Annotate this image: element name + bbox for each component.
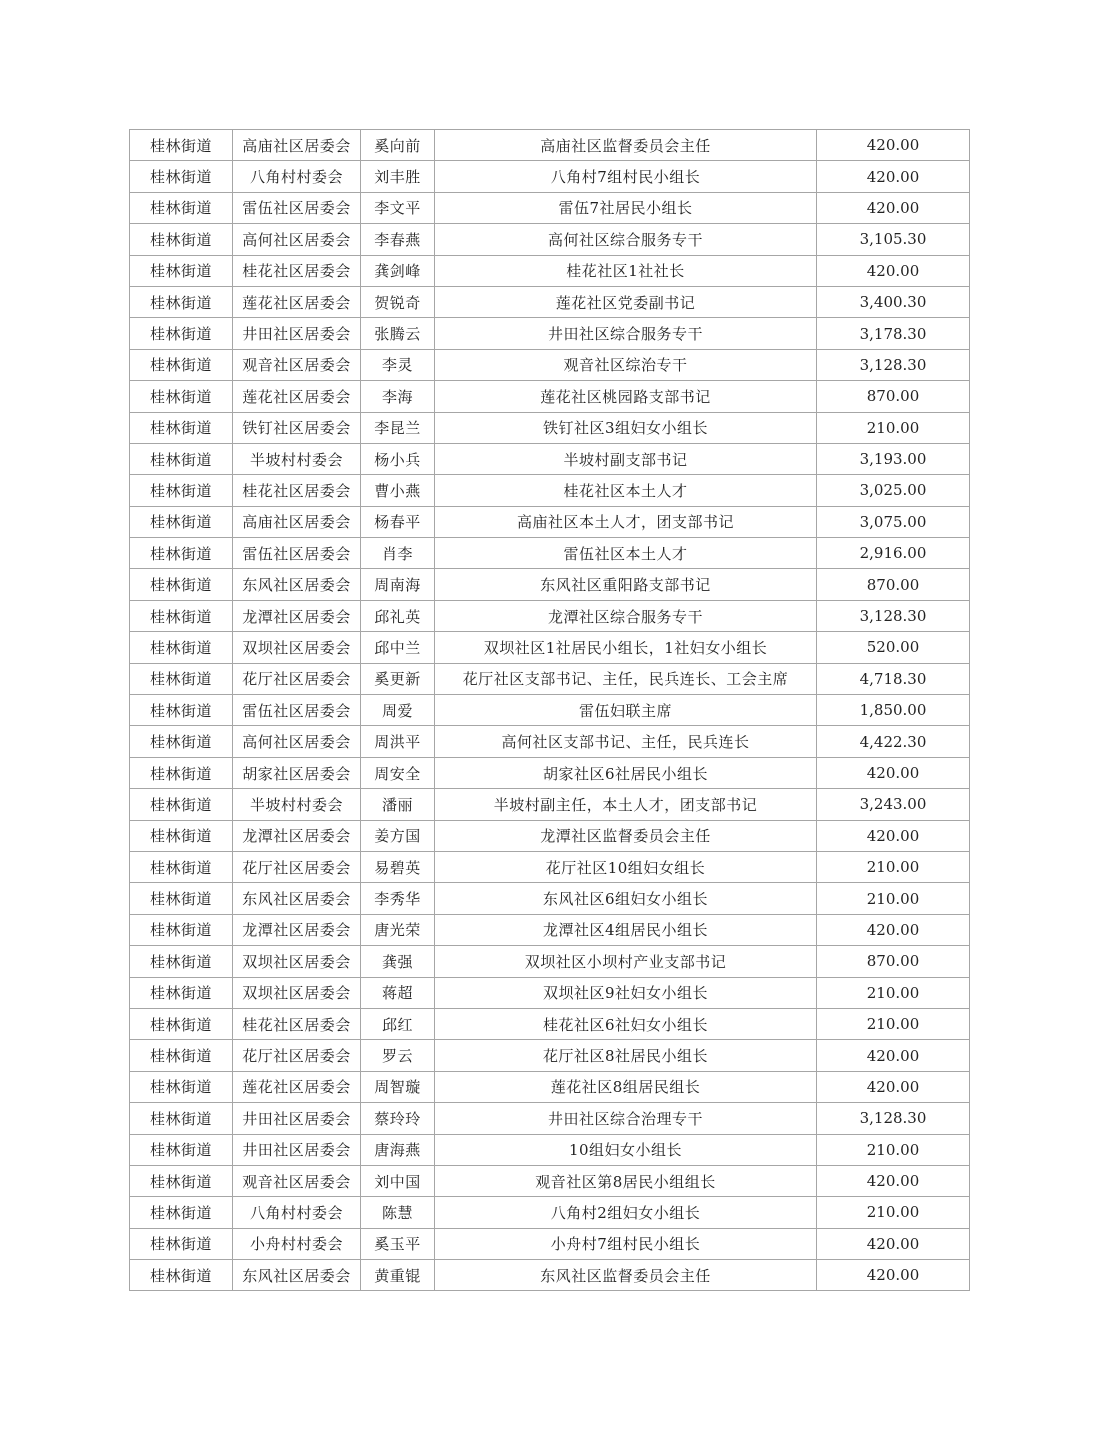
cell-committee: 井田社区居委会 (233, 318, 361, 349)
cell-committee: 高何社区居委会 (233, 726, 361, 757)
cell-name: 奚更新 (361, 663, 435, 694)
table-body (130, 130, 970, 1291)
cell-name: 奚向前 (361, 130, 435, 161)
cell-amount: 3,075.00 (817, 506, 970, 537)
cell-amount: 3,128.30 (817, 349, 970, 380)
cell-street: 桂林街道 (130, 946, 233, 977)
cell-name: 周安全 (361, 757, 435, 788)
cell-name: 奚玉平 (361, 1228, 435, 1259)
cell-position: 莲花社区8组居民组长 (435, 1071, 817, 1102)
cell-name: 罗云 (361, 1040, 435, 1071)
cell-amount: 870.00 (817, 946, 970, 977)
table-row (130, 443, 970, 474)
cell-position: 东风社区重阳路支部书记 (435, 569, 817, 600)
table-row (130, 1228, 970, 1259)
cell-position: 雷伍妇联主席 (435, 695, 817, 726)
cell-amount: 420.00 (817, 192, 970, 223)
cell-position: 龙潭社区综合服务专干 (435, 600, 817, 631)
cell-name: 肖李 (361, 538, 435, 569)
cell-amount: 420.00 (817, 1165, 970, 1196)
table-row (130, 538, 970, 569)
cell-street: 桂林街道 (130, 569, 233, 600)
cell-position: 半坡村副支部书记 (435, 443, 817, 474)
cell-committee: 高何社区居委会 (233, 224, 361, 255)
cell-committee: 龙潭社区居委会 (233, 600, 361, 631)
cell-amount: 420.00 (817, 1260, 970, 1291)
cell-street: 桂林街道 (130, 443, 233, 474)
cell-position: 桂花社区1社社长 (435, 255, 817, 286)
table-row (130, 632, 970, 663)
cell-position: 井田社区综合治理专干 (435, 1103, 817, 1134)
cell-amount: 3,128.30 (817, 1103, 970, 1134)
cell-committee: 花厅社区居委会 (233, 1040, 361, 1071)
cell-committee: 雷伍社区居委会 (233, 695, 361, 726)
table-row (130, 349, 970, 380)
cell-street: 桂林街道 (130, 1103, 233, 1134)
cell-position: 花厅社区8社居民小组长 (435, 1040, 817, 1071)
table-row (130, 1197, 970, 1228)
cell-committee: 东风社区居委会 (233, 569, 361, 600)
cell-committee: 八角村村委会 (233, 161, 361, 192)
cell-amount: 420.00 (817, 820, 970, 851)
cell-name: 蒋超 (361, 977, 435, 1008)
cell-committee: 龙潭社区居委会 (233, 914, 361, 945)
cell-amount: 210.00 (817, 851, 970, 882)
cell-position: 东风社区6组妇女小组长 (435, 883, 817, 914)
cell-name: 刘中国 (361, 1165, 435, 1196)
cell-committee: 胡家社区居委会 (233, 757, 361, 788)
table-row (130, 475, 970, 506)
cell-committee: 观音社区居委会 (233, 1165, 361, 1196)
cell-street: 桂林街道 (130, 1008, 233, 1039)
cell-amount: 3,178.30 (817, 318, 970, 349)
table-row (130, 569, 970, 600)
table-row (130, 946, 970, 977)
cell-amount: 420.00 (817, 255, 970, 286)
cell-street: 桂林街道 (130, 1228, 233, 1259)
cell-committee: 双坝社区居委会 (233, 946, 361, 977)
cell-amount: 1,850.00 (817, 695, 970, 726)
cell-street: 桂林街道 (130, 381, 233, 412)
table-row (130, 286, 970, 317)
cell-name: 唐光荣 (361, 914, 435, 945)
cell-position: 观音社区第8居民小组组长 (435, 1165, 817, 1196)
cell-committee: 桂花社区居委会 (233, 255, 361, 286)
cell-position: 胡家社区6社居民小组长 (435, 757, 817, 788)
cell-position: 半坡村副主任，本土人才，团支部书记 (435, 789, 817, 820)
cell-name: 龚剑峰 (361, 255, 435, 286)
cell-name: 邱红 (361, 1008, 435, 1039)
cell-position: 双坝社区9社妇女小组长 (435, 977, 817, 1008)
cell-name: 周洪平 (361, 726, 435, 757)
cell-street: 桂林街道 (130, 632, 233, 663)
cell-street: 桂林街道 (130, 789, 233, 820)
cell-committee: 井田社区居委会 (233, 1134, 361, 1165)
cell-street: 桂林街道 (130, 318, 233, 349)
cell-amount: 210.00 (817, 412, 970, 443)
cell-name: 李昆兰 (361, 412, 435, 443)
cell-position: 双坝社区小坝村产业支部书记 (435, 946, 817, 977)
table-row (130, 1260, 970, 1291)
cell-committee: 花厅社区居委会 (233, 663, 361, 694)
cell-amount: 3,105.30 (817, 224, 970, 255)
cell-committee: 高庙社区居委会 (233, 506, 361, 537)
cell-position: 八角村2组妇女小组长 (435, 1197, 817, 1228)
cell-street: 桂林街道 (130, 1040, 233, 1071)
cell-position: 桂花社区本土人才 (435, 475, 817, 506)
cell-name: 周爱 (361, 695, 435, 726)
cell-name: 杨小兵 (361, 443, 435, 474)
cell-name: 蔡玲玲 (361, 1103, 435, 1134)
table-row (130, 726, 970, 757)
cell-position: 花厅社区10组妇女组长 (435, 851, 817, 882)
cell-name: 贺锐奇 (361, 286, 435, 317)
cell-committee: 雷伍社区居委会 (233, 192, 361, 223)
cell-committee: 井田社区居委会 (233, 1103, 361, 1134)
cell-street: 桂林街道 (130, 726, 233, 757)
cell-committee: 双坝社区居委会 (233, 977, 361, 1008)
cell-position: 铁钉社区3组妇女小组长 (435, 412, 817, 443)
cell-name: 陈慧 (361, 1197, 435, 1228)
cell-amount: 4,422.30 (817, 726, 970, 757)
cell-street: 桂林街道 (130, 286, 233, 317)
subsidy-table (129, 129, 970, 1291)
cell-street: 桂林街道 (130, 1134, 233, 1165)
cell-name: 刘丰胜 (361, 161, 435, 192)
cell-position: 雷伍7社居民小组长 (435, 192, 817, 223)
cell-name: 李灵 (361, 349, 435, 380)
cell-position: 龙潭社区监督委员会主任 (435, 820, 817, 851)
table-row (130, 1071, 970, 1102)
table-row (130, 789, 970, 820)
table-row (130, 851, 970, 882)
cell-street: 桂林街道 (130, 977, 233, 1008)
cell-name: 杨春平 (361, 506, 435, 537)
cell-committee: 八角村村委会 (233, 1197, 361, 1228)
cell-street: 桂林街道 (130, 1071, 233, 1102)
table-row (130, 757, 970, 788)
cell-name: 曹小燕 (361, 475, 435, 506)
table-row (130, 600, 970, 631)
cell-committee: 观音社区居委会 (233, 349, 361, 380)
cell-street: 桂林街道 (130, 506, 233, 537)
cell-name: 姜方国 (361, 820, 435, 851)
cell-name: 李秀华 (361, 883, 435, 914)
cell-street: 桂林街道 (130, 1197, 233, 1228)
cell-street: 桂林街道 (130, 538, 233, 569)
cell-position: 莲花社区桃园路支部书记 (435, 381, 817, 412)
cell-street: 桂林街道 (130, 851, 233, 882)
cell-committee: 铁钉社区居委会 (233, 412, 361, 443)
cell-position: 高何社区综合服务专干 (435, 224, 817, 255)
cell-committee: 莲花社区居委会 (233, 286, 361, 317)
table-row (130, 1134, 970, 1165)
cell-name: 李海 (361, 381, 435, 412)
cell-committee: 半坡村村委会 (233, 443, 361, 474)
cell-position: 雷伍社区本土人才 (435, 538, 817, 569)
table-row (130, 224, 970, 255)
cell-position: 花厅社区支部书记、主任，民兵连长、工会主席 (435, 663, 817, 694)
cell-name: 邱中兰 (361, 632, 435, 663)
cell-position: 井田社区综合服务专干 (435, 318, 817, 349)
cell-position: 双坝社区1社居民小组长，1社妇女小组长 (435, 632, 817, 663)
cell-amount: 420.00 (817, 1040, 970, 1071)
cell-amount: 3,243.00 (817, 789, 970, 820)
cell-street: 桂林街道 (130, 883, 233, 914)
cell-name: 周南海 (361, 569, 435, 600)
cell-amount: 3,025.00 (817, 475, 970, 506)
cell-amount: 210.00 (817, 1197, 970, 1228)
cell-street: 桂林街道 (130, 600, 233, 631)
cell-position: 八角村7组村民小组长 (435, 161, 817, 192)
cell-committee: 龙潭社区居委会 (233, 820, 361, 851)
cell-street: 桂林街道 (130, 663, 233, 694)
cell-committee: 东风社区居委会 (233, 883, 361, 914)
table-row (130, 1040, 970, 1071)
cell-position: 10组妇女小组长 (435, 1134, 817, 1165)
cell-amount: 420.00 (817, 161, 970, 192)
cell-name: 唐海燕 (361, 1134, 435, 1165)
cell-street: 桂林街道 (130, 161, 233, 192)
cell-street: 桂林街道 (130, 820, 233, 851)
cell-name: 周智璇 (361, 1071, 435, 1102)
cell-amount: 420.00 (817, 130, 970, 161)
cell-street: 桂林街道 (130, 255, 233, 286)
cell-position: 高何社区支部书记、主任，民兵连长 (435, 726, 817, 757)
table-row (130, 1103, 970, 1134)
table-row (130, 130, 970, 161)
cell-position: 观音社区综治专干 (435, 349, 817, 380)
cell-committee: 花厅社区居委会 (233, 851, 361, 882)
cell-amount: 2,916.00 (817, 538, 970, 569)
table-row (130, 914, 970, 945)
table-row (130, 1165, 970, 1196)
cell-street: 桂林街道 (130, 349, 233, 380)
table-row (130, 820, 970, 851)
cell-amount: 210.00 (817, 1134, 970, 1165)
cell-amount: 420.00 (817, 1071, 970, 1102)
cell-name: 潘丽 (361, 789, 435, 820)
cell-committee: 莲花社区居委会 (233, 381, 361, 412)
cell-street: 桂林街道 (130, 757, 233, 788)
cell-street: 桂林街道 (130, 695, 233, 726)
cell-amount: 520.00 (817, 632, 970, 663)
cell-amount: 420.00 (817, 757, 970, 788)
cell-amount: 210.00 (817, 977, 970, 1008)
cell-committee: 雷伍社区居委会 (233, 538, 361, 569)
cell-amount: 210.00 (817, 883, 970, 914)
cell-name: 李文平 (361, 192, 435, 223)
cell-street: 桂林街道 (130, 914, 233, 945)
cell-name: 龚强 (361, 946, 435, 977)
cell-amount: 3,128.30 (817, 600, 970, 631)
cell-position: 东风社区监督委员会主任 (435, 1260, 817, 1291)
cell-street: 桂林街道 (130, 224, 233, 255)
cell-name: 李春燕 (361, 224, 435, 255)
cell-committee: 东风社区居委会 (233, 1260, 361, 1291)
cell-position: 小舟村7组村民小组长 (435, 1228, 817, 1259)
cell-street: 桂林街道 (130, 412, 233, 443)
cell-amount: 870.00 (817, 569, 970, 600)
cell-committee: 半坡村村委会 (233, 789, 361, 820)
table-row (130, 192, 970, 223)
cell-street: 桂林街道 (130, 1260, 233, 1291)
cell-committee: 桂花社区居委会 (233, 1008, 361, 1039)
cell-amount: 3,193.00 (817, 443, 970, 474)
table-row (130, 318, 970, 349)
cell-name: 易碧英 (361, 851, 435, 882)
table-row (130, 506, 970, 537)
cell-position: 高庙社区监督委员会主任 (435, 130, 817, 161)
cell-name: 邱礼英 (361, 600, 435, 631)
cell-amount: 4,718.30 (817, 663, 970, 694)
cell-street: 桂林街道 (130, 1165, 233, 1196)
table-row (130, 381, 970, 412)
table-row (130, 883, 970, 914)
cell-name: 黄重锟 (361, 1260, 435, 1291)
cell-position: 桂花社区6社妇女小组长 (435, 1008, 817, 1039)
cell-amount: 3,400.30 (817, 286, 970, 317)
cell-committee: 双坝社区居委会 (233, 632, 361, 663)
table-row (130, 977, 970, 1008)
cell-position: 龙潭社区4组居民小组长 (435, 914, 817, 945)
cell-position: 莲花社区党委副书记 (435, 286, 817, 317)
cell-committee: 桂花社区居委会 (233, 475, 361, 506)
table-row (130, 412, 970, 443)
cell-amount: 210.00 (817, 1008, 970, 1039)
cell-street: 桂林街道 (130, 192, 233, 223)
cell-amount: 420.00 (817, 1228, 970, 1259)
cell-street: 桂林街道 (130, 475, 233, 506)
cell-amount: 870.00 (817, 381, 970, 412)
table-row (130, 161, 970, 192)
cell-amount: 420.00 (817, 914, 970, 945)
table-row (130, 663, 970, 694)
cell-name: 张腾云 (361, 318, 435, 349)
table-row (130, 1008, 970, 1039)
cell-committee: 莲花社区居委会 (233, 1071, 361, 1102)
table-row (130, 695, 970, 726)
cell-street: 桂林街道 (130, 130, 233, 161)
table-row (130, 255, 970, 286)
cell-committee: 小舟村村委会 (233, 1228, 361, 1259)
cell-committee: 高庙社区居委会 (233, 130, 361, 161)
cell-position: 高庙社区本土人才，团支部书记 (435, 506, 817, 537)
